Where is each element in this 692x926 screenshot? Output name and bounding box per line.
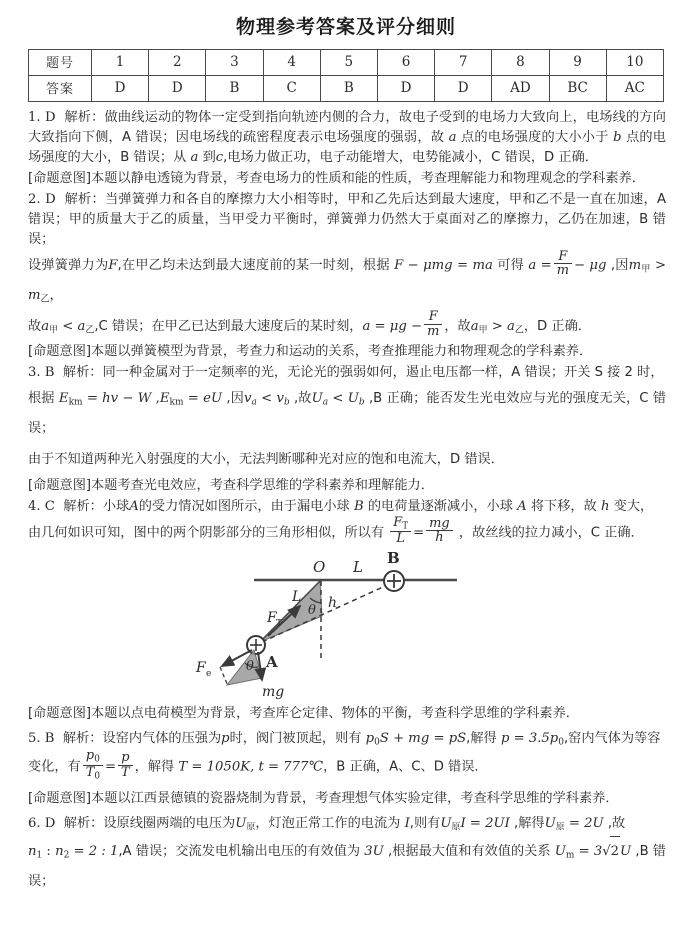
answer-cell: C (263, 75, 320, 101)
q2-answer: D (45, 192, 56, 208)
q5-frac-left-T: T (85, 764, 95, 780)
q6-primary-voltage-sub: 原 (246, 822, 256, 833)
q2-text-2d: ,因 (606, 258, 629, 274)
explanation-q6-line2 (28, 836, 666, 896)
q2-equation-2-rhs: − μg (573, 258, 607, 274)
explanation-q1 (28, 108, 666, 168)
q6-radicand: 2 (610, 836, 620, 867)
answer-cell: D (435, 75, 492, 101)
q2-greater-than-2: > (487, 318, 507, 334)
q4-tension-symbol: F (393, 514, 403, 530)
question-number-cell: 9 (549, 49, 606, 75)
q5-fraction-p0-over-T0 (83, 749, 103, 781)
q3-freq-b: v (276, 391, 284, 407)
label-O: O (313, 558, 326, 577)
answer-table-container (0, 49, 692, 102)
q4-text-1d: 将下移，故 (526, 498, 601, 514)
q2-equation-1: F − μmg = ma (394, 258, 493, 274)
q6-equation-3: 3U (364, 843, 384, 859)
q6-text-2b: ,A 错误；交流发电机输出电压的有效值为 (118, 843, 365, 859)
page-title: 物理参考答案及评分细则 (235, 16, 456, 38)
dashed-line-A-to-B (262, 582, 394, 642)
label-L-left: L (292, 589, 302, 606)
label-theta-top: θ (308, 603, 316, 619)
q5-text-1a: 设窑内气体的压强为 (102, 731, 222, 747)
q5-frac-left-num-wrap (83, 749, 103, 765)
q2-mass-yi: m (28, 287, 41, 303)
q5-answer: B (44, 731, 55, 747)
explanation-q6 (28, 814, 666, 835)
q4-intent: [命题意图]本题以点电荷模型为背景，考查库仑定律、物体的平衡，考查科学思维的学科素养． (28, 706, 579, 722)
q4-text-1a: 小球 (102, 498, 130, 514)
q3-text-2d: ,故 (289, 391, 312, 407)
lower-triangle-dashed-side (220, 667, 228, 686)
q4-text-2b: ，故丝线的拉力减小，C 正确． (454, 525, 644, 541)
q5-text-2a: 变化，有 (28, 759, 81, 775)
q2-mass-jia: m (628, 258, 642, 274)
q5-text-1d: ,窑内气体为等容 (563, 731, 661, 747)
q2-number: 2. (28, 192, 41, 208)
q6-answer: D (44, 815, 56, 831)
explanation-q4-line2 (28, 514, 666, 548)
q2-text-3a: 故 (28, 318, 42, 334)
q5-equation-3: T = 1050K, t = 777℃ (178, 759, 324, 775)
q1-text-b: 点的电场强度的大小小于 (456, 129, 614, 145)
q2-accel-yi-2-sub: 乙 (514, 325, 524, 336)
answer-table (28, 49, 664, 102)
q2-frac2-denominator: m (424, 324, 442, 339)
label-A: A (266, 653, 278, 672)
q3-text-2e: ,B 正确；能否发生光电效应与光的强度无关，C 错误； (28, 391, 667, 437)
q5-frac-right-denominator: T (118, 765, 133, 780)
row-header-answer: 答案 (29, 75, 92, 101)
explanation-q3-line3 (28, 445, 666, 475)
q4-text-1b: 的受力情况如图所示，由于漏电小球 (138, 498, 354, 514)
label-F-T: F (267, 610, 277, 627)
q2-equation-3-lhs: a = μg − (362, 318, 423, 334)
q5-text-2b: ，解得 (134, 759, 179, 775)
q6-analysis-label: 解析： (63, 815, 104, 831)
q6-turns-n2-sub: 2 (63, 850, 70, 861)
q5-fraction-p-over-T (118, 751, 133, 779)
label-B: B (387, 550, 400, 568)
table-row-answers (29, 75, 664, 101)
q6-primary-voltage-3-sub: 原 (555, 822, 565, 833)
q5-equation-2-sub: 0 (558, 737, 564, 748)
q6-max-voltage-sub: m (565, 850, 575, 861)
question-number-cell: 6 (377, 49, 434, 75)
q2-accel-yi-2: a (507, 318, 515, 334)
q1-answer: D (44, 109, 56, 125)
q4-frac-right-denominator: h (426, 530, 453, 545)
q3-text-1: 同一种金属对于一定频率的光，无论光的强弱如何，遏止电压都一样，A 错误；开关 S 接 2 时， (102, 365, 664, 381)
q6-equation-4a: = 3 (574, 843, 603, 859)
q6-max-voltage: U (554, 843, 566, 859)
q2-subscript-jia: 甲 (641, 264, 651, 275)
q3-voltage-a-sub: a (322, 397, 329, 408)
q2-less-than: < (58, 318, 78, 334)
q2-accel-jia-2-sub: 甲 (478, 325, 488, 336)
q2-fraction-F-over-m (554, 250, 572, 278)
answer-cell: BC (549, 75, 606, 101)
q1-var-a: a (448, 129, 457, 145)
q5-text-1c: ,解得 (466, 731, 501, 747)
question-number-cell: 3 (206, 49, 263, 75)
q2-text-3c: ，故 (444, 318, 471, 334)
q5-text-1b: 时，阀门被顶起，则有 (229, 731, 366, 747)
q1-text-e: ,电场力做正功，电子动能增大，电势能减小，C 错误，D 正确． (223, 149, 598, 165)
q2-fraction-F-over-m-2 (424, 310, 442, 338)
q2-frac1-numerator: F (558, 248, 568, 264)
question-number-cell: 1 (92, 49, 149, 75)
q5-analysis-label: 解析： (62, 731, 103, 747)
label-F-e-subscript: e (206, 669, 212, 680)
q3-equation-a: = hv − W (82, 391, 152, 407)
q6-current-I: I (404, 815, 410, 831)
q3-equation-b: = eU (183, 391, 223, 407)
q5-frac-left-p-sub: 0 (94, 754, 100, 765)
q2-accel-yi-sub: 乙 (85, 325, 95, 336)
q6-equation-4b: U (620, 843, 632, 859)
q2-subscript-yi: 乙 (40, 294, 50, 305)
q2-text-2a: 设弹簧弹力为 (28, 258, 109, 274)
q6-ratio-value: = 2 : 1 (69, 843, 119, 859)
q3-freq-a: v (244, 391, 252, 407)
q5-intent: [命题意图]本题以江西景德镇的瓷器烧制为背景，考查理想气体实验定律，考查科学思维的学科素养． (28, 790, 619, 806)
answer-cell: B (320, 75, 377, 101)
label-L-top: L (353, 558, 363, 577)
label-mg: mg (262, 684, 285, 701)
q2-equation-2-lhs: a = (528, 258, 552, 274)
q3-freq-b-sub: b (283, 397, 290, 408)
q3-voltage-a: U (311, 391, 323, 407)
q5-frac-right-numerator: p (121, 750, 130, 766)
q2-text-1: 当弹簧弹力和各自的摩擦力大小相等时，甲和乙先后达到最大速度，甲和乙不是一直在加速，A 错误；甲的质量大于乙的质量，当甲受力平衡时，弹簧弹力仍然大于桌面对乙的摩擦力，乙仍在加速，B 错误； (28, 192, 666, 248)
q2-accel-jia-2: a (470, 318, 479, 334)
question-number-cell: 8 (492, 49, 549, 75)
q3-less-than-1: < (256, 391, 277, 407)
q4-number: 4. (28, 498, 41, 514)
explanation-q3-line2 (28, 384, 666, 443)
q4-ball-A-1: A (129, 498, 139, 514)
q4-ball-B: B (353, 498, 364, 514)
q5-frac-left-p: p (85, 748, 95, 764)
q6-primary-voltage-3: U (544, 815, 556, 831)
q2-text-2b: ,在甲乙均未达到最大速度前的某一时刻，根据 (117, 258, 395, 274)
explanation-q2 (28, 190, 666, 250)
q5-text-2c: ，B 正确，A、C、D 错误． (323, 759, 488, 775)
label-theta-bottom: θ (246, 659, 254, 675)
q4-var-h: h (600, 498, 610, 514)
label-F-T-subscript: T (276, 619, 283, 630)
q4-frac-left-numerator-wrap (390, 516, 411, 532)
q3-text-2a: 根据 (28, 391, 59, 407)
q3-energy-subscript: km (68, 397, 83, 408)
q3-voltage-b: U (347, 391, 359, 407)
q6-equation-1: I = 2UI (460, 815, 510, 831)
q4-text-1e: 变大， (609, 498, 654, 514)
question-number-cell: 10 (606, 49, 663, 75)
q6-turns-n2: n (55, 843, 64, 859)
q1-text-d: 到 (198, 149, 216, 165)
question-number-cell: 2 (149, 49, 206, 75)
table-row-question-numbers (29, 49, 664, 75)
answer-cell: D (377, 75, 434, 101)
q5-pressure-p0: p (365, 731, 375, 747)
answer-key-page (0, 16, 692, 926)
q1-var-a2: a (190, 149, 199, 165)
q2-intent: [命题意图]本题以弹簧模型为背景，考查力和运动的关系，考查推理能力和物理观念的学科素养． (28, 344, 593, 360)
q3-energy-subscript-2: km (169, 397, 184, 408)
question-number-cell: 7 (435, 49, 492, 75)
q6-ratio-colon: : (42, 843, 56, 859)
explanation-q5-line2 (28, 748, 666, 783)
answer-cell: D (149, 75, 206, 101)
answer-cell: AC (606, 75, 663, 101)
label-F-e: F (196, 660, 206, 677)
q4-text-1c: 的电荷量逐渐减小，小球 (363, 498, 518, 514)
q6-text-2c: ,根据最大值和有效值的关系 (383, 843, 555, 859)
q6-primary-voltage-2: U (440, 815, 452, 831)
q1-text-c: 点的电场强度的大小，B 错误；从 (28, 129, 666, 165)
q4-ball-A-2: A (517, 498, 527, 514)
q2-accel-jia: a (41, 318, 50, 334)
q5-pressure-p0-sub: 0 (374, 737, 380, 748)
q4-text-2a: 由几何如识可知，图中的两个阴影部分的三角形相似，所以有 (28, 525, 389, 541)
q3-freq-a-sub: a (251, 397, 257, 408)
q6-primary-voltage-2-sub: 原 (451, 822, 461, 833)
q2-text-2e: ， (49, 287, 63, 303)
q6-number: 6. (28, 815, 41, 831)
q4-frac-right-numerator: mg (429, 515, 450, 531)
q5-fraction-equals: = (104, 759, 117, 775)
q6-text-1d: ,解得 (509, 815, 545, 831)
label-h: h (328, 595, 338, 612)
q2-analysis-label: 解析： (64, 192, 105, 208)
q6-text-1e: ,故 (603, 815, 626, 831)
q3-text-2b: , (151, 391, 160, 407)
q2-text-2c: 可得 (492, 258, 529, 274)
q1-number: 1. (28, 109, 41, 125)
q3-text-3: 由于不知道两种光入射强度的大小，无法判断哪种光对应的饱和电流大，D 错误． (28, 451, 504, 467)
q1-var-b: b (613, 129, 622, 145)
q1-analysis-label: 解析： (64, 109, 105, 125)
explanation-q5 (28, 729, 666, 750)
explanation-q2-line2 (28, 248, 666, 310)
q4-equals-sign: = (413, 525, 425, 541)
square-root-icon: √2 (602, 844, 620, 859)
q6-turns-n1: n (28, 843, 37, 859)
q1-text-a: 做曲线运动的物体一定受到指向轨迹内侧的合力，故电子受到的电场力大致向上，电场线的方向大致指向下侧，A 错误；因电场线的疏密程度表示电场强度的强弱，故 (28, 109, 666, 145)
q6-turns-n1-sub: 1 (36, 850, 43, 861)
q5-pressure-p: p (221, 731, 230, 747)
q3-energy-symbol-2: E (159, 391, 170, 407)
q5-equation-2: p = 3.5p (500, 731, 559, 747)
q6-equation-2: = 2U (564, 815, 604, 831)
answer-cell: B (206, 75, 263, 101)
q3-number: 3. (28, 365, 41, 381)
q2-text-3b: ,C 错误；在甲乙已达到最大速度后的某时刻， (94, 318, 363, 334)
q4-force-diagram-container (28, 550, 666, 700)
q3-intent: [命题意图]本题考查光电效应，考查科学思维的学科素养和理解能力． (28, 477, 434, 493)
question-number-cell: 5 (320, 49, 377, 75)
q1-var-c: c (215, 149, 224, 165)
explanation-q3 (28, 363, 666, 383)
q6-text-1c: ,则有 (409, 815, 441, 831)
answer-cell: D (92, 75, 149, 101)
question-number-cell: 4 (263, 49, 320, 75)
q6-text-2d: ,B 错误； (28, 843, 666, 889)
q2-frac1-denominator: m (554, 263, 572, 278)
q3-text-2c: ,因 (222, 391, 244, 407)
q5-equation-1-rest: S + mg = pS (379, 731, 467, 747)
q2-accel-yi: a (77, 318, 86, 334)
q1-intent: [命题意图]本题以静电透镜为背景，考查电场力的性质和能的性质，考查理解能力和物理观念的学科素养． (28, 170, 645, 186)
q4-force-diagram (182, 550, 512, 700)
q3-less-than-2: < (328, 391, 348, 407)
q6-primary-voltage: U (235, 815, 247, 831)
explanation-q2-line3 (28, 309, 666, 342)
answer-cell: AD (492, 75, 549, 101)
q4-analysis-label: 解析： (63, 498, 103, 514)
explanation-q4 (28, 497, 666, 517)
q4-fraction-mg-over-h (426, 517, 453, 545)
q3-energy-symbol: E (58, 391, 69, 407)
q2-greater-than: > (650, 258, 666, 274)
q6-text-1b: ，灯泡正常工作的电流为 (255, 815, 405, 831)
row-header-question: 题号 (29, 49, 92, 75)
q3-voltage-b-sub: b (358, 397, 365, 408)
q4-frac-left-denominator: L (390, 531, 411, 546)
q2-var-F: F (108, 258, 118, 274)
explanations-body (0, 102, 692, 896)
q5-frac-left-den-wrap (83, 765, 103, 782)
q4-fraction-FT-over-L (390, 516, 411, 546)
q2-accel-jia-sub: 甲 (49, 325, 59, 336)
q5-frac-left-T-sub: 0 (94, 771, 100, 782)
q4-tension-subscript: T (402, 521, 409, 532)
q2-text-3d: ，D 正确． (523, 318, 591, 334)
q3-answer: B (44, 365, 55, 381)
q4-answer: C (44, 498, 55, 514)
q3-analysis-label: 解析： (62, 365, 103, 381)
q6-text-1a: 设原线圈两端的电压为 (103, 815, 236, 831)
q5-number: 5. (28, 731, 41, 747)
q2-frac2-numerator: F (428, 309, 438, 325)
